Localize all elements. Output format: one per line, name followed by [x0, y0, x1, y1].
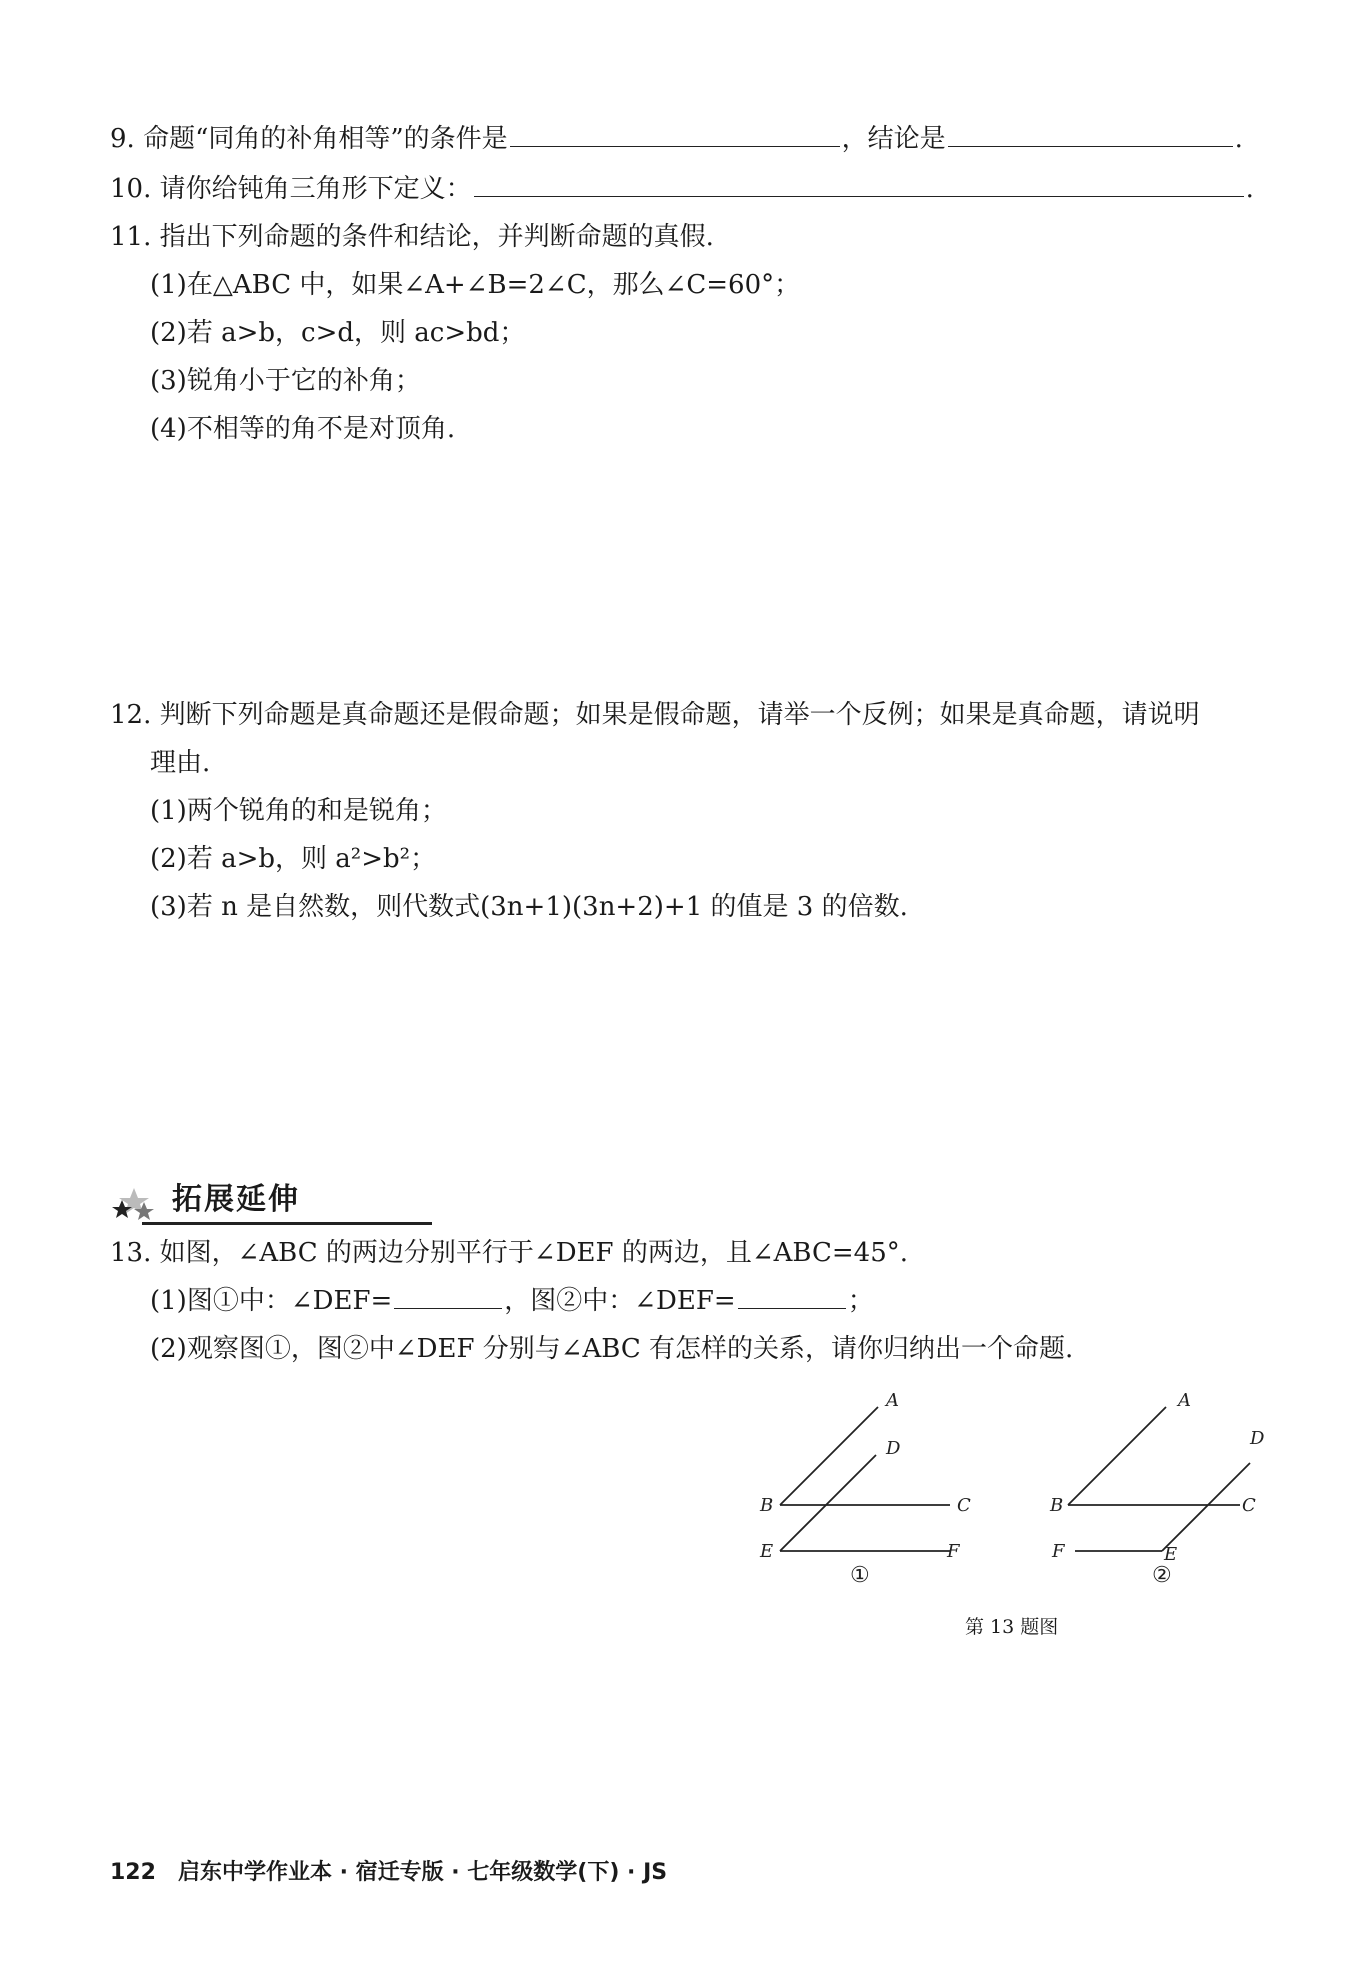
fig2-line-BA — [1068, 1407, 1166, 1505]
q11-item-4: (4)不相等的角不是对顶角. — [150, 414, 456, 444]
page-number: 122 — [110, 1860, 156, 1885]
fig1-number: ① — [850, 1563, 870, 1588]
fig2-number: ② — [1152, 1563, 1172, 1588]
q13-fig2-blank[interactable] — [738, 1286, 846, 1309]
q10-prefix: 10. 请你给钝角三角形下定义： — [110, 174, 472, 204]
q9-prefix: 9. 命题“同角的补角相等”的条件是 — [110, 124, 508, 154]
fig2-label-C: C — [1242, 1495, 1256, 1516]
q13-item1-part-a: (1)图①中：∠DEF= — [150, 1286, 393, 1316]
fig2-label-A: A — [1178, 1390, 1191, 1411]
q12-item-2: (2)若 a>b，则 a²>b²； — [150, 844, 437, 874]
figure-caption: 第 13 题图 — [965, 1616, 1059, 1638]
q11-item-2: (2)若 a>b，c>d，则 ac>bd； — [150, 318, 526, 348]
fig1-label-D: D — [886, 1438, 901, 1459]
q11-item-1: (1)在△ABC 中，如果∠A+∠B=2∠C，那么∠C=60°； — [150, 270, 801, 300]
fig1-label-C: C — [957, 1495, 971, 1516]
q11-item-3: (3)锐角小于它的补角； — [150, 366, 421, 396]
q9-condition-blank[interactable] — [510, 124, 840, 147]
q13-figure — [740, 1380, 1300, 1650]
fig2-line-ED — [1162, 1463, 1250, 1551]
fig1-label-F: F — [947, 1541, 960, 1562]
q9-mid: ，结论是 — [841, 124, 946, 154]
q12-item-1: (1)两个锐角的和是锐角； — [150, 796, 447, 826]
page-footer — [110, 1855, 667, 1886]
figure-2 — [1049, 1390, 1265, 1588]
q9-end: . — [1234, 124, 1243, 154]
figure-1 — [759, 1390, 971, 1588]
question-10 — [110, 172, 1254, 206]
section-title: 拓展延伸 — [172, 1182, 300, 1217]
q13-item-2: (2)观察图①，图②中∠DEF 分别与∠ABC 有怎样的关系，请你归纳出一个命题. — [150, 1334, 1074, 1364]
fig1-line-ED — [780, 1455, 876, 1551]
q13-item-1 — [150, 1284, 874, 1318]
question-13-stem: 13. 如图，∠ABC 的两边分别平行于∠DEF 的两边，且∠ABC=45°. — [110, 1238, 909, 1268]
question-9 — [110, 122, 1243, 156]
fig2-label-E: E — [1164, 1544, 1178, 1565]
question-12-stem-line1: 12. 判断下列命题是真命题还是假命题；如果是假命题，请举一个反例；如果是真命题，请说明 — [110, 700, 1200, 730]
fig1-label-B: B — [760, 1495, 774, 1516]
q9-conclusion-blank[interactable] — [948, 124, 1233, 147]
fig1-line-BA — [780, 1407, 878, 1505]
q13-item1-part-c: ； — [847, 1286, 874, 1316]
q13-item1-part-b: ，图②中：∠DEF= — [504, 1286, 736, 1316]
fig1-label-E: E — [760, 1541, 774, 1562]
fig2-label-F: F — [1052, 1541, 1065, 1562]
fig2-label-B: B — [1050, 1495, 1064, 1516]
section-heading — [112, 1180, 322, 1224]
book-title: 启东中学作业本 · 宿迁专版 · 七年级数学(下) · JS — [177, 1860, 668, 1885]
question-11-stem: 11. 指出下列命题的条件和结论，并判断命题的真假. — [110, 222, 714, 252]
q13-fig1-blank[interactable] — [394, 1286, 502, 1309]
question-12-stem-line2: 理由. — [150, 748, 211, 778]
q12-item-3: (3)若 n 是自然数，则代数式(3n+1)(3n+2)+1 的值是 3 的倍数. — [150, 892, 908, 922]
stars-icon — [112, 1186, 172, 1226]
fig2-label-D: D — [1250, 1428, 1265, 1449]
fig1-label-A: A — [886, 1390, 899, 1411]
q10-end: . — [1245, 174, 1254, 204]
section-underline — [142, 1222, 432, 1225]
q10-answer-blank[interactable] — [474, 174, 1244, 197]
